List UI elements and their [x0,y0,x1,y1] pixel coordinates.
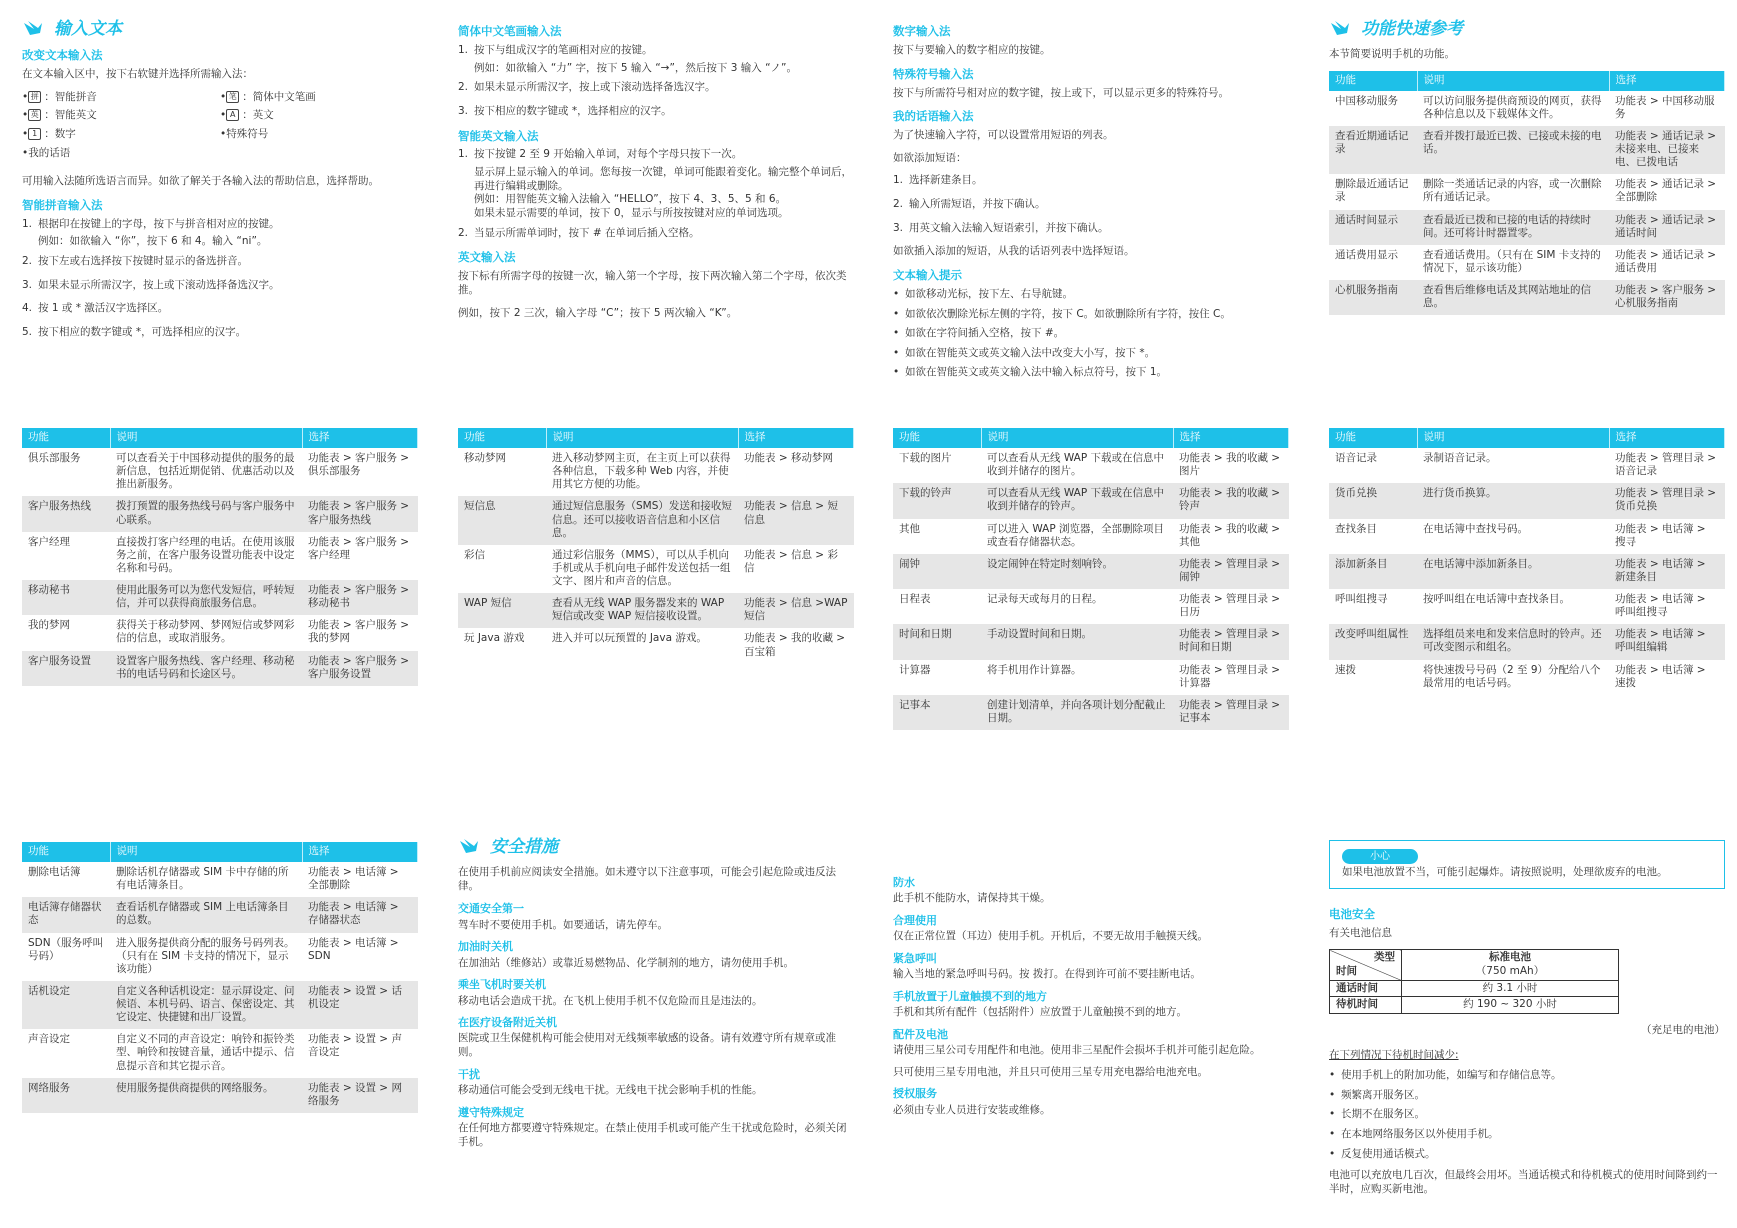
pinyin-steps: 1. 根据印在按键上的字母，按下与拼音相对应的按键。 例如：如欲输入 “你”，按下 6 和 4。输入 “ni”。 2. 按下左或右选择按下按键时显示的备选拼音。 3. 如果未显示所需汉字，按上或下滚动选择备选汉字。 4. 按 1 或 * 激活汉字选择区。 5. 按下相应的数字键或 *，可选择相应的汉字。 [22,217,280,339]
table-cell: 功能表 > 信息 > 短信息 [738,496,854,544]
table-cell: 设置客户服务热线、客户经理、移动秘书的电话号码和长途区号。 [110,651,302,686]
table-row [1329,280,1725,315]
table-cell: 将手机用作计算器。 [981,660,1173,695]
table-cell: 时间和日期 [893,624,981,659]
table-cell: 使用此服务可以为您代发短信，呼转短信，并可以获得商旅服务信息。 [110,580,302,615]
table-cell: 删除一类通话记录的内容，或一次删除所有通话记录。 [1417,174,1609,209]
safety-heading: 加油时关机 [458,940,513,954]
table-cell: 彩信 [458,545,546,593]
safety-text: 移动电话会造成干扰。在飞机上使用手机不仅危险而且是违法的。 [458,994,763,1007]
table-cell: 创建计划清单，并向各项计划分配截止日期。 [981,695,1173,730]
table-row [893,589,1289,624]
table-cell: 功能表 > 设置 > 声音设定 [302,1029,418,1077]
table-cell: 按呼叫组在电话簿中查找条目。 [1417,589,1609,624]
table-row [1329,624,1725,659]
table-cell: 进入服务提供商分配的服务号码列表。（只有在 SIM 卡支持的情况下，显示该功能） [110,933,302,981]
table-row [1329,91,1725,126]
table-row [22,1029,418,1077]
safety-heading: 合理使用 [893,913,937,927]
safety-text: 手机和其所有配件（包括附件）应放置于儿童触摸不到的地方。 [893,1006,1187,1019]
table-cell: 功能表 > 信息 > 彩信 [738,545,854,593]
table-cell: 客户服务设置 [22,651,110,686]
table-row [22,933,418,981]
table-cell: 功能表 > 设置 > 话机设定 [302,981,418,1029]
table-cell: 玩 Java 游戏 [458,628,546,663]
heading-smart-english: 智能英文输入法 [458,128,539,143]
table-cell: 可以查看关于中国移动提供的服务的最新信息，包括近期促销、优惠活动以及推出新服务。 [110,448,302,496]
safety-text: 输入当地的紧急呼叫号码。按 拨打。在得到许可前不要挂断电话。 [893,968,1201,981]
heading-english: 英文输入法 [458,250,516,265]
table-row [1329,660,1725,695]
table-header: 功能 说明 选择 [1329,428,1725,448]
table-row [893,448,1289,483]
table-cell: 电话簿存储器状态 [22,897,110,932]
table-row [893,660,1289,695]
table-row [1329,210,1725,245]
table-cell: 短信息 [458,496,546,544]
table-row [458,448,854,496]
table-favorites [893,428,1289,730]
safety-text: 医院或卫生保健机构可能会使用对无线频率敏感的设备。请有效遵守所有规章或准则。 [458,1032,836,1059]
table-cell: 可以查看从无线 WAP 下载或在信息中收到并储存的图片。 [981,448,1173,483]
table-cell: 功能表 > 管理目录 > 计算器 [1173,660,1289,695]
table-row [22,897,418,932]
table-cell: 功能表 > 我的收藏 > 铃声 [1173,483,1289,518]
caution-box: 小心 如果电池放置不当，可能引起爆炸。请按照说明，处理欲废弃的电池。 [1329,840,1725,889]
table-cell: 自定义不同的声音设定：响铃和振铃类型、响铃和按键音量，通话中提示、信息提示音和其它提示音。 [110,1029,302,1077]
table-row [22,532,418,580]
safety-text: 在加油站（维修站）或靠近易燃物品、化学制剂的地方，请勿使用手机。 [458,956,794,969]
table-cell: 话机设定 [22,981,110,1029]
table-cell: 功能表 > 管理目录 > 时间和日期 [1173,624,1289,659]
table-cell: 功能表 > 我的收藏 > 百宝箱 [738,628,854,663]
table-cell: 中国移动服务 [1329,91,1417,126]
table-cell: 客户经理 [22,532,110,580]
table-settings [22,842,418,1113]
safety-text: 此手机不能防水，请保持其干燥。 [893,892,1051,905]
table-header: 功能 说明 选择 [458,428,854,448]
table-cell: 功能表 > 我的收藏 > 图片 [1173,448,1289,483]
table-cell: 功能表 > 我的收藏 > 其他 [1173,519,1289,554]
table-row [458,496,854,544]
table-row [1329,245,1725,280]
table-row [22,448,418,496]
table-cell: 功能表 > 客户服务 > 心机服务指南 [1609,280,1725,315]
bird-logo-icon [1329,19,1351,39]
table-cell: 功能表 > 客户服务 > 客户服务设置 [302,651,418,686]
table-cell: 网络服务 [22,1078,110,1113]
table-cell: 拨打预置的服务热线号码与客户服务中心联系。 [110,496,302,531]
table-cell: 可以查看从无线 WAP 下载或在信息中收到并储存的铃声。 [981,483,1173,518]
table-organizer [1329,428,1725,695]
table-cell: 改变呼叫组属性 [1329,624,1417,659]
table-cell: 使用服务提供商提供的网络服务。 [110,1078,302,1113]
table-row [22,651,418,686]
table-cell: WAP 短信 [458,593,546,628]
table-cell: 速拨 [1329,660,1417,695]
table-cell: 进入并可以玩预置的 Java 游戏。 [546,628,738,663]
table-row [22,862,418,897]
table-header: 功能 说明 选择 [893,428,1289,448]
table-cell: 进入移动梦网主页，在主页上可以获得各种信息，下载多种 Web 内容，并使用其它方便的功能。 [546,448,738,496]
bird-logo-icon [22,19,44,39]
table-cell: 功能表 > 设置 > 网络服务 [302,1078,418,1113]
table-cell: 查找条目 [1329,519,1417,554]
table-row [1329,589,1725,624]
table-cell: 客户服务热线 [22,496,110,531]
table-cell: 进行货币换算。 [1417,483,1609,518]
table-row [893,695,1289,730]
table-cell: 日程表 [893,589,981,624]
safety-heading: 授权服务 [893,1087,937,1101]
safety-heading: 交通安全第一 [458,902,524,916]
table-row [893,624,1289,659]
table-cell: SDN（服务呼叫号码） [22,933,110,981]
table-cell: 查看并拨打最近已拨、已接或未接的电话。 [1417,126,1609,174]
table-cell: 功能表 > 电话簿 > 速拨 [1609,660,1725,695]
table-cell: 通过彩信服务（MMS），可以从手机向手机或从手机向电子邮件发送包括一组文字、图片和声音的信息。 [546,545,738,593]
table-cell: 功能表 > 通话记录 > 全部删除 [1609,174,1725,209]
table-cell: 删除最近通话记录 [1329,174,1417,209]
table-header: 功能 说明 选择 [22,428,418,448]
panel-text-input: 输入文本 改变文本输入法 在文本输入区中，按下右软键并选择所需输入法： • 拼 ：智能拼音 • 笔 ：简体中文笔画 • 英 ：智能英文 • A ：英文 • 1 ：数字 • 特殊符号 • 我的话语 可用输入法随所选语言而异。如欲了解关于各输入法的帮助信息，选择帮助。 智能拼音输入法 1. 根据印在按键上的字母，按下与拼音相对应的按键。 例如：如欲输入 “你”，按下 6 和 4。输入 “ni”。 2. 按下左或右选择按下按键时显示的备选拼音。 3. 如果未显示所需汉字，按上或下滚动选择备选汉字。 4. 按 1 或 * 激活汉字选择区。 5. 按下相应的数字键或 *，可选择相应的汉字。 [22,18,418,350]
table-cell: 功能表 > 电话簿 > 全部删除 [302,862,418,897]
table-customer-service [22,428,418,686]
table-row [22,615,418,650]
table-cell: 在电话簿中查找号码。 [1417,519,1609,554]
safety-text: 请使用三星公司专用配件和电池。使用非三星配件会损坏手机并可能引起危险。 [893,1044,1261,1057]
quick-ref-table [1329,71,1725,316]
table-cell: 通话时间显示 [1329,210,1417,245]
table-cell: 录制语音记录。 [1417,448,1609,483]
table-cell: 自定义各种话机设定：显示屏设定、问候语、本机号码、语言、保密设定、其它设定、快捷键和出厂设置。 [110,981,302,1029]
table-cell: 查看近期通话记录 [1329,126,1417,174]
table-row [1329,448,1725,483]
table-row [893,483,1289,518]
table-cell: 删除话机存储器或 SIM 卡中存储的所有电话簿条目。 [110,862,302,897]
panel-stroke-input: 简体中文笔画输入法 1. 按下与组成汉字的笔画相对应的按键。 例如：如欲输入 “力” 字，按下 5 输入 “→”，然后按下 3 输入 “ノ”。 2. 如果未显示所需汉字，按上或下滚动选择备选汉字。 3. 按下相应的数字键或 *，选择相应的汉字。 智能英文输入法 1. 按下按键 2 至 9 开始输入单词，对每个字母只按下一次。 显示屏上显示输入的单词。您每按一次键，单词可能跟着变化。输完整个单词后，再进行编辑或删除。 例如：用智能英文输入法输入 “HELLO”，按下 4、3、5、5 和 6。 如果未显示需要的单词，按下 0，显示与所按按键对应的单词选项。 2. 当显示所需单词时，按下 # 在单词后插入空格。 英文输入法 按下标有所需字母的按键一次，输入第一个字母，按下两次输入第二个字母，依次类推。 例如，按下 2 三次，输入字母 “C”；按下 5 两次输入 “K”。 [458,24,852,319]
table-row [1329,174,1725,209]
safety-text: 仅在正常位置（耳边）使用手机。开机后，不要无故用手触摸天线。 [893,930,1208,943]
table-cell: 呼叫组搜寻 [1329,589,1417,624]
table-cell: 记事本 [893,695,981,730]
table-cell: 功能表 > 移动梦网 [738,448,854,496]
table-cell: 查看通话费用。（只有在 SIM 卡支持的情况下，显示该功能） [1417,245,1609,280]
table-cell: 功能表 > 电话簿 > 搜寻 [1609,519,1725,554]
table-row [1329,126,1725,174]
panel-safety-continued [893,868,1289,1117]
bird-logo-icon [458,837,480,857]
table-cell: 心机服务指南 [1329,280,1417,315]
table-row [22,1078,418,1113]
table-cell: 功能表 > 管理目录 > 记事本 [1173,695,1289,730]
panel-quick-reference: 功能快速参考 本节简要说明手机的功能。 功能 说明 选择 中国移动服务 可以访问服务提供商预设的网页，获得各种信息以及下载媒体文件。 功能表 > 中国移动服务 查看近期通话记录 查看并拨打最近已拨、已接或未接的电话。 功能表 > 通话记录 > 未接来电、已接来电、已拨电话 删除最近通话记录 删除一类通话记录的内容，或一次删除所有通话记录。 功能表 > 通话记录 > 全部删除 通话时间显示 查看最近已拨和已接的电话的持续时间。还可将计时器置零。 功能表 > 通话记录 > 通话时间 通话费用显示 查看通话费用。（只有在 SIM 卡支持的情况下，显示该功能） 功能表 > 通话记录 > 通话费用 心机服务指南 查看售后维修电话及其网站地址的信息。 功能表 > 客户服务 > 心机服务指南 [1329,18,1725,315]
table-cell: 添加新条目 [1329,554,1417,589]
table-cell: 通话费用显示 [1329,245,1417,280]
safety-heading: 配件及电池 [893,1027,948,1041]
table-cell: 功能表 > 电话簿 > 存储器状态 [302,897,418,932]
safety-heading: 手机放置于儿童触摸不到的地方 [893,989,1047,1003]
safety-heading: 干扰 [458,1067,480,1081]
table-row [458,545,854,593]
table-cell: 功能表 > 电话簿 > 呼叫组编辑 [1609,624,1725,659]
mode-list: • 拼 ：智能拼音 • 笔 ：简体中文笔画 • 英 ：智能英文 • A ：英文 • 1 ：数字 • 特殊符号 • 我的话语 [22,90,316,159]
table-cell: 功能表 > 电话簿 > 呼叫组搜寻 [1609,589,1725,624]
table-cell: 功能表 > 管理目录 > 闹钟 [1173,554,1289,589]
section-title: 输入文本 [22,18,418,40]
table-cell: 功能表 > 管理目录 > 日历 [1173,589,1289,624]
table-cell: 功能表 > 电话簿 > SDN [302,933,418,981]
table-cell: 查看售后维修电话及其网站地址的信息。 [1417,280,1609,315]
heading-change-input: 改变文本输入法 [22,48,103,63]
table-cell: 功能表 > 客户服务 > 客户服务热线 [302,496,418,531]
panel-safety: 安全措施 在使用手机前应阅读安全措施。如未遵守以下注意事项，可能会引起危险或违反法律。 交通安全第一 驾车时不要使用手机。如要通话，请先停车。 加油时关机 在加油站（维修站）或靠近易燃物品、化学制剂的地方，请勿使用手机。 乘坐飞机时要关机 移动电话会造成干扰。在飞机上使用手机不仅危险而且是违法的。 在医疗设备附近关机 医院或卫生保健机构可能会使用对无线频率敏感的设备。请有效遵守所有规章或准则。 干扰 移动通信可能会受到无线电干扰。无线电干扰会影响手机的性能。 遵守特殊规定 在任何地方都要遵守特殊规定。在禁止使用手机或可能产生干扰或危险时，必须关闭手机。 [458,836,854,1149]
table-cell: 选择组员来电和发来信息时的铃声。还可改变图示和组名。 [1417,624,1609,659]
table-cell: 功能表 > 信息 >WAP 短信 [738,593,854,628]
table-cell: 功能表 > 客户服务 > 俱乐部服务 [302,448,418,496]
table-cell: 计算器 [893,660,981,695]
safety-heading: 紧急呼叫 [893,951,937,965]
table-cell: 手动设置时间和日期。 [981,624,1173,659]
table-cell: 直接拨打客户经理的电话。在使用该服务之前，在客户服务设置功能表中设定名称和号码。 [110,532,302,580]
table-row [1329,519,1725,554]
heading-stroke: 简体中文笔画输入法 [458,24,562,38]
table-cell: 功能表 > 通话记录 > 未接来电、已接来电、已拨电话 [1609,126,1725,174]
table-cell: 设定闹钟在特定时刻响铃。 [981,554,1173,589]
table-row [1329,554,1725,589]
table-cell: 声音设定 [22,1029,110,1077]
table-row [22,981,418,1029]
safety-text: 必须由专业人员进行安装或维修。 [893,1103,1051,1116]
table-row [1329,483,1725,518]
table-messages [458,428,854,664]
table-cell: 删除电话簿 [22,862,110,897]
safety-heading: 乘坐飞机时要关机 [458,978,546,992]
table-row [22,496,418,531]
table-row [893,519,1289,554]
table-cell: 获得关于移动梦网、梦网短信或梦网彩信的信息，或取消服务。 [110,615,302,650]
heading-pinyin: 智能拼音输入法 [22,197,103,212]
table-cell: 在电话簿中添加新条目。 [1417,554,1609,589]
safety-text: 驾车时不要使用手机。如要通话，请先停车。 [458,918,668,931]
table-row [893,554,1289,589]
table-cell: 闹钟 [893,554,981,589]
caution-badge: 小心 [1342,849,1418,864]
table-cell: 通过短信息服务（SMS）发送和接收短信息。还可以接收语音信息和小区信息。 [546,496,738,544]
safety-heading: 遵守特殊规定 [458,1105,524,1119]
safety-text: 移动通信可能会受到无线电干扰。无线电干扰会影响手机的性能。 [458,1084,763,1097]
table-cell: 将快速拨号号码（2 至 9）分配给八个最常用的电话号码。 [1417,660,1609,695]
table-cell: 可以进入 WAP 浏览器，全部删除项目或查看存储器状态。 [981,519,1173,554]
table-row [458,593,854,628]
table-cell: 功能表 > 客户服务 > 移动秘书 [302,580,418,615]
table-header: 功能 说明 选择 [22,842,418,862]
safety-heading: 在医疗设备附近关机 [458,1016,557,1030]
table-cell: 功能表 > 管理目录 > 货币兑换 [1609,483,1725,518]
safety-text: 只可使用三星专用电池，并且只可使用三星专用充电器给电池充电。 [893,1065,1208,1078]
table-cell: 下载的铃声 [893,483,981,518]
battery-table: 类型 时间 标准电池 （750 mAh） 通话时间 约 3.1 小时 待机时间 约 190 ~ 320 小时 [1329,949,1619,1014]
table-cell: 查看话机存储器或 SIM 上电话簿条目的总数。 [110,897,302,932]
table-cell: 功能表 > 电话簿 > 新建条目 [1609,554,1725,589]
table-cell: 其他 [893,519,981,554]
table-cell: 移动秘书 [22,580,110,615]
table-cell: 功能表 > 客户服务 > 我的梦网 [302,615,418,650]
panel-number-input: 数字输入法 按下与要输入的数字相应的按键。 特殊符号输入法 按下与所需符号相对应的数字键，按上或下，可以显示更多的特殊符号。 我的话语输入法 为了快速输入字符，可以设置常用短语的列表。 如欲添加短语： 1. 选择新建条目。 2. 输入所需短语，并按下确认。 3. 用英文输入法输入短语索引，并按下确认。 如欲插入添加的短语，从我的话语列表中选择短语。 文本输入提示 • 如欲移动光标，按下左、右导航键。 • 如欲依次删除光标左侧的字符，按下 C。如欲删除所有字符，按住 C。 • 如欲在字符间插入空格，按下 #。 • 如欲在智能英文或英文输入法中改变大小写，按下 *。 • 如欲在智能英文或英文输入法中输入标点符号，按下 1。 [893,24,1231,379]
safety-heading: 防水 [893,876,915,889]
table-cell: 查看从无线 WAP 服务器发来的 WAP 短信或改变 WAP 短信接收设置。 [546,593,738,628]
table-row [22,580,418,615]
panel-battery: 小心 如果电池放置不当，可能引起爆炸。请按照说明，处理欲废弃的电池。 电池安全 有关电池信息 类型 时间 标准电池 （750 mAh） 通话时间 约 3.1 小时 待机时间 约 190 ~ 320 小时 （充足电的电池） 在下列情况下待机时间减少: • 使用手机上的附加功能，如编写和存储信息等。 • 频繁离开服务区。 • 长期不在服务区。 • 在本地网络服务区以外使用手机。 • 反复使用通话模式。 电池可以充放电几百次，但最终会用坏。当通话模式和待机模式的使用时间降到约一半时，应购买新电池。 [1329,840,1725,1206]
table-cell: 功能表 > 客户服务 > 客户经理 [302,532,418,580]
table-cell: 功能表 > 通话记录 > 通话费用 [1609,245,1725,280]
table-cell: 货币兑换 [1329,483,1417,518]
table-cell: 查看最近已拨和已接的电话的持续时间。还可将计时器置零。 [1417,210,1609,245]
table-cell: 语音记录 [1329,448,1417,483]
table-cell: 俱乐部服务 [22,448,110,496]
table-cell: 记录每天或每月的日程。 [981,589,1173,624]
table-cell: 我的梦网 [22,615,110,650]
table-row [458,628,854,663]
table-cell: 功能表 > 通话记录 > 通话时间 [1609,210,1725,245]
table-cell: 移动梦网 [458,448,546,496]
table-cell: 功能表 > 管理目录 > 语音记录 [1609,448,1725,483]
safety-text: 在任何地方都要遵守特殊规定。在禁止使用手机或可能产生干扰或危险时，必须关闭手机。 [458,1122,847,1148]
table-cell: 功能表 > 中国移动服务 [1609,91,1725,126]
table-cell: 可以访问服务提供商预设的网页，获得各种信息以及下载媒体文件。 [1417,91,1609,126]
table-cell: 下载的图片 [893,448,981,483]
table-header: 功能 说明 选择 [1329,71,1725,91]
